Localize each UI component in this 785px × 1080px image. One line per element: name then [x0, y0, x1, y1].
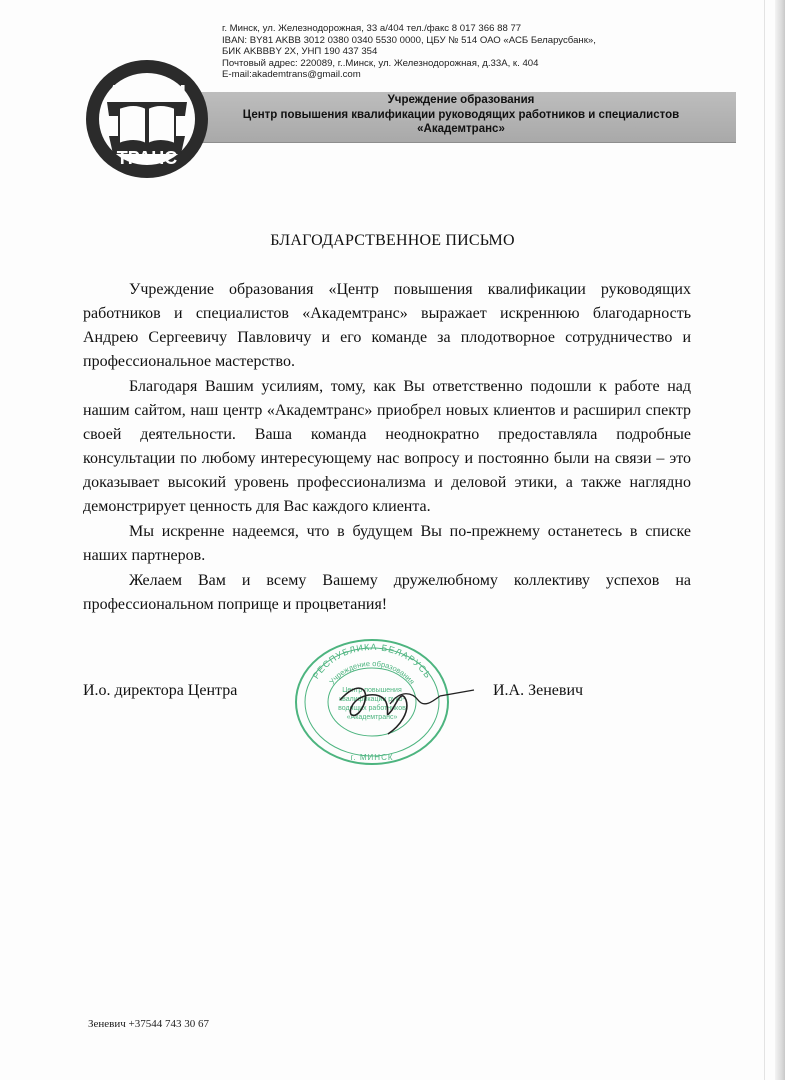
logo-text-bottom: ТРАНС	[116, 148, 178, 168]
letter-title: БЛАГОДАРСТВЕННОЕ ПИСЬМО	[270, 232, 515, 249]
paragraph-1: Учреждение образования «Центр повышения квалификации руководящих работников и специалистов «Академтранс» выражает искреннюю благодарность Андрею Сергеевичу Павловичу и его команде за плодотворное сотрудничество и профессиональное мастерство.	[83, 281, 691, 370]
stamp-center-line-1: Центр повышения	[342, 687, 402, 694]
signatory-title: И.о. директора Центра	[83, 682, 238, 699]
contact-line-email: E-mail:akademtrans@gmail.com	[222, 69, 361, 81]
banner-line-1: Учреждение образования	[387, 94, 535, 106]
letterhead-contacts	[222, 23, 642, 81]
letterhead-banner-text	[186, 92, 736, 137]
paragraph-3: Мы искренне надеемся, что в будущем Вы по-прежнему останетесь в списке наших партнеров.	[83, 523, 691, 564]
banner-line-2: Центр повышения квалификации руководящих работников и специалистов	[242, 108, 680, 121]
page-edge-line	[764, 0, 765, 1080]
book-in-ring-logo	[84, 58, 210, 180]
page-edge-shadow	[775, 0, 785, 1080]
stamp-center-line-2: квалификации руко-	[339, 696, 405, 703]
contact-line-bik: БИК AKBBBY 2X, УНП 190 437 354	[222, 46, 378, 58]
stamp-center-line-4: «Академтранс»	[346, 714, 398, 721]
contact-line-iban: IBAN: BY81 AKBB 3012 0380 0340 5530 0000, ЦБУ № 514 ОАО «АСБ Беларусбанк»,	[222, 34, 596, 46]
logo-text-top: АКАДЕМ	[108, 82, 186, 102]
banner-line-3: «Академтранс»	[417, 123, 505, 136]
signatory-name: И.А. Зеневич	[493, 682, 584, 699]
footer-contact: Зеневич +37544 743 30 67	[88, 1018, 209, 1030]
paragraph-4: Желаем Вам и всему Вашему дружелюбному коллективу успехов на профессиональном поприще и процветания!	[83, 572, 691, 613]
contact-line-address: г. Минск, ул. Железнодорожная, 33 а/404 тел./факс 8 017 366 88 77	[222, 23, 522, 34]
stamp-ring-text: Учреждение образования	[327, 658, 417, 687]
handwritten-signature	[328, 660, 478, 740]
stamp-outer-text: РЕСПУБЛИКА БЕЛАРУСЬ	[310, 641, 434, 681]
contact-line-postal: Почтовый адрес: 220089, г..Минск, ул. Железнодорожная, д.33А, к. 404	[222, 57, 539, 69]
letter-body	[83, 278, 691, 618]
paragraph-2: Благодаря Вашим усилиям, тому, как Вы ответственно подошли к работе над нашим сайтом, наш центр «Академтранс» приобрел новых клиентов и расширил спектр своей деятельности. Ваша команда неоднократно предоставляла подробные консультации по любому интересующему нас вопросу и постоянно были на связи – это доказывает высокий уровень профессионализма и деловой этики, а также наглядно демонстрирует ценность для Вас каждого клиента.	[83, 378, 691, 515]
stamp-bottom-text: г. МИНСК	[350, 753, 394, 762]
stamp-center-line-3: водящих работников	[338, 705, 406, 712]
